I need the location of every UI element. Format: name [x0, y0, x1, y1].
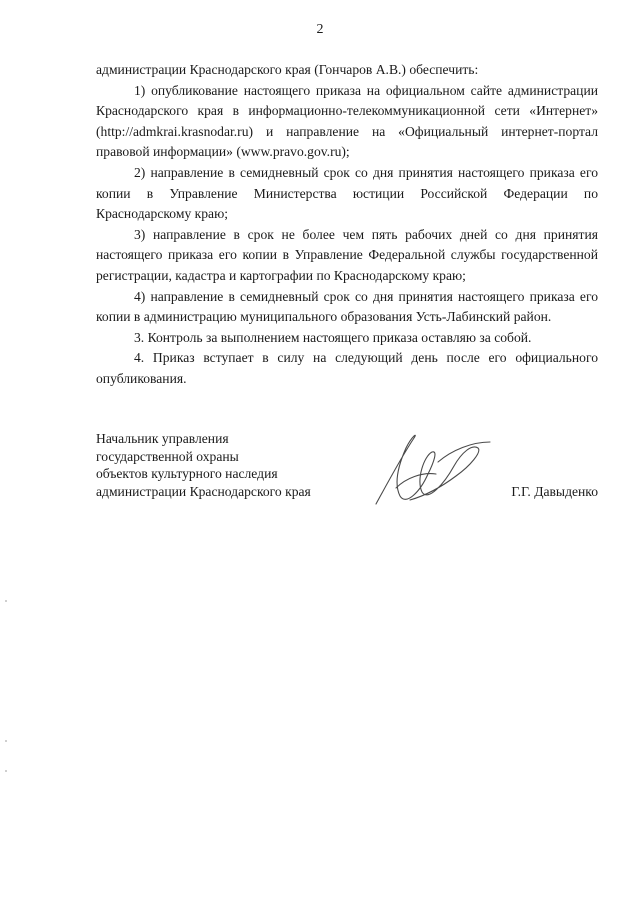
- paragraph-2-ministry-of-justice: 2) направление в семидневный срок со дня принятия настоящего приказа его копии в Управление Министерства юстиции Российской Федерации по Краснодарскому краю;: [96, 164, 598, 222]
- paragraph-4-municipal-administration: 4) направление в семидневный срок со дня принятия настоящего приказа его копии в администрацию муниципального образования Усть-Лабинский район.: [96, 288, 598, 325]
- margin-speck: [5, 770, 7, 772]
- page-number: 2: [316, 22, 324, 37]
- signer-title-line-4: администрации Краснодарского края: [96, 483, 311, 499]
- handwritten-signature: [366, 422, 496, 512]
- paragraph-3-rosreestr: 3) направление в срок не более чем пять рабочих дней со дня принятия настоящего приказа его копии в Управление Федеральной службы государственной регистрации, кадастра и картографии по Краснодарскому краю;: [96, 226, 598, 283]
- signer-title-line-2: государственной охраны: [96, 448, 239, 464]
- signer-title-line-3: объектов культурного наследия: [96, 466, 278, 482]
- signature-stroke-3: [396, 474, 436, 488]
- paragraph-control-clause: 3. Контроль за выполнением настоящего приказа оставляю за собой.: [134, 329, 532, 345]
- lead-line: администрации Краснодарского края (Гончаров А.В.) обеспечить:: [96, 62, 479, 77]
- margin-speck: [5, 740, 7, 742]
- paragraph-1-publication: 1) опубликование настоящего приказа на официальном сайте администрации Краснодарского края в информационно-телекоммуникационной сети «Интернет» (http://admkrai.krasnodar.ru) и направление на «Официальный интернет-портал правовой информации» (www.pravo.gov.ru);: [96, 82, 598, 160]
- signer-title-line-1: Начальник управления: [96, 431, 229, 446]
- document-body: [96, 60, 598, 390]
- margin-speck: [5, 600, 7, 602]
- paragraph-effective-date: 4. Приказ вступает в силу на следующий день после его официального опубликования.: [96, 350, 598, 386]
- signer-name: Г.Г. Давыденко: [511, 484, 598, 499]
- signature-stroke-1: [376, 435, 479, 504]
- signature-block: [96, 430, 598, 510]
